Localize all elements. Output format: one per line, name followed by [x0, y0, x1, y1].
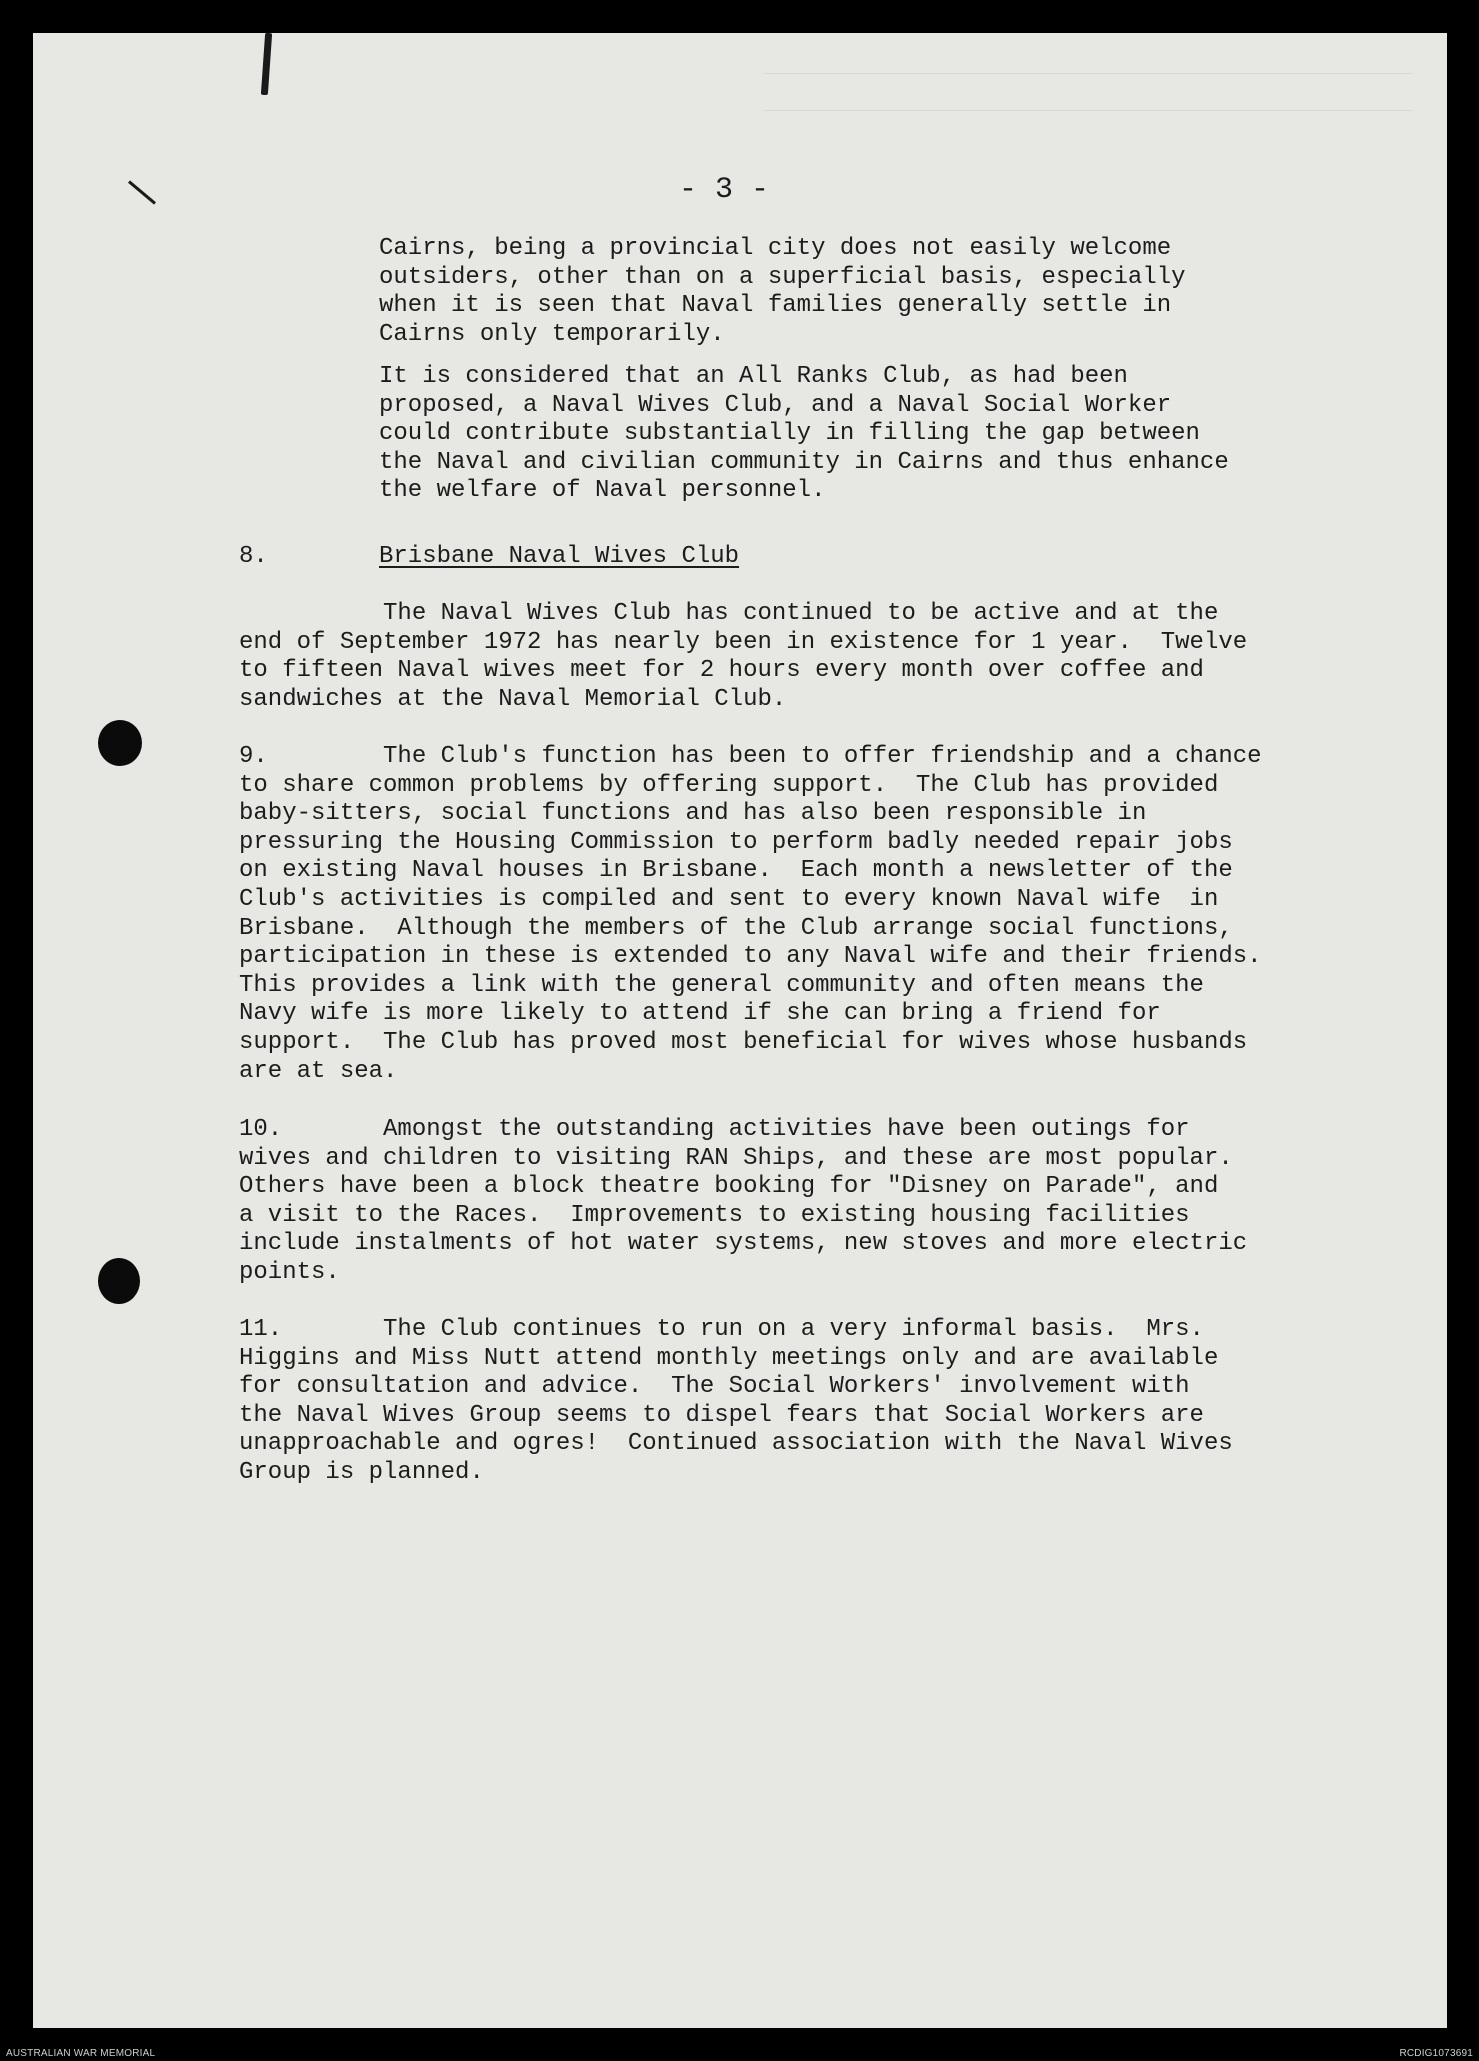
footer-bar [0, 2046, 1479, 2061]
punch-hole-lower [98, 1258, 140, 1304]
document-page [33, 33, 1447, 2028]
paragraph-8: The Naval Wives Club has continued to be active and at the end of September 1972 has nearly been in existence for 1 year. Twelve to fifteen Naval wives meet for 2 hours every month over coffee and sandwiches at the Naval Memorial Club. [239, 600, 1248, 713]
corner-crease [128, 180, 156, 204]
footer-record-id: RCDIG1073691 [1399, 2048, 1473, 2059]
paragraph-cairns-1: Cairns, being a provincial city does not easily welcome outsiders, other than on a superficial basis, especially when it is seen that Naval families generally settle in Cairns only temporarily. [379, 235, 1186, 348]
footer-archive-name: AUSTRALIAN WAR MEMORIAL [6, 2048, 156, 2059]
punch-hole-upper [98, 720, 142, 766]
section-number: 8. [239, 543, 268, 570]
paragraph-10: 10. Amongst the outstanding activities have been outings for wives and children to visiting RAN Ships, and these are most popular. Others have been a block theatre booking for "Disney on Parade", and a visit to the Races. Improvements to existing housing facilities include instalments of hot water systems, new stoves and more electric points. [239, 1116, 1248, 1286]
section-heading: Brisbane Naval Wives Club [379, 543, 740, 570]
staple-mark [261, 33, 272, 95]
page-number: - 3 - [679, 173, 770, 207]
paragraph-9: 9. The Club's function has been to offer friendship and a chance to share common problems by offering support. The Club has provided baby-sitters, social functions and has also been responsible in pressuring the Housing Commission to perform badly needed repair jobs on existing Naval houses in Brisbane. Each month a newsletter of the Club's activities is compiled and sent to every known Naval wife in Brisbane. Although the members of the Club arrange social functions, participation in these is extended to any Naval wife and their friends. This provides a link with the general community and often means the Navy wife is more likely to attend if she can bring a friend for support. The Club has proved most beneficial for wives whose husbands are at sea. [239, 743, 1262, 1085]
faint-header-mark [763, 73, 1413, 111]
paragraph-11: 11. The Club continues to run on a very informal basis. Mrs. Higgins and Miss Nutt attend monthly meetings only and are available for consultation and advice. The Social Workers' involvement with the Naval Wives Group seems to dispel fears that Social Workers are unapproachable and ogres! Continued association with the Naval Wives Group is planned. [239, 1316, 1233, 1486]
paragraph-cairns-2: It is considered that an All Ranks Club, as had been proposed, a Naval Wives Club, and a Naval Social Worker could contribute substantially in filling the gap between the Naval and civilian community in Cairns and thus enhance the welfare of Naval personnel. [379, 363, 1229, 505]
